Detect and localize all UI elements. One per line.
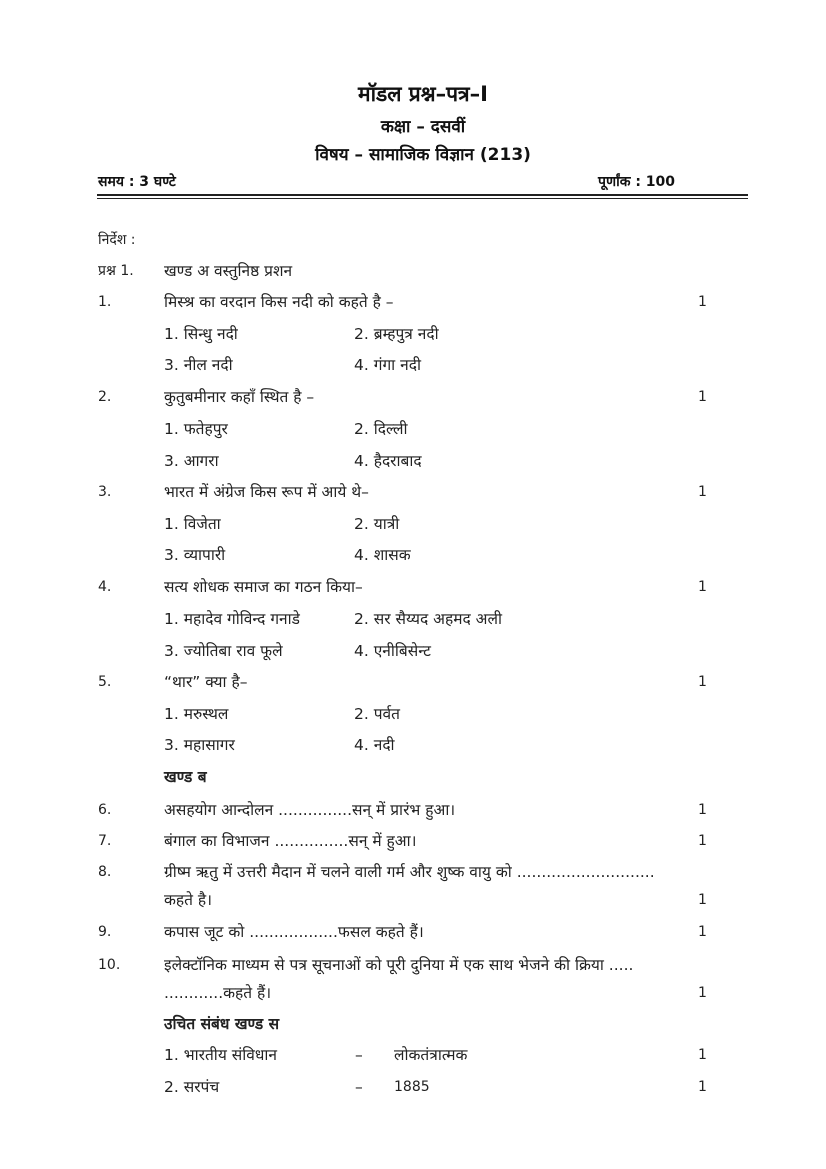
question-row [0, 288, 826, 316]
match-row [0, 1041, 826, 1069]
match-left: 2. सरपंच [164, 1078, 220, 1096]
options-row [0, 447, 826, 475]
section-a-header [0, 257, 826, 285]
match-right: 1885 [394, 1079, 430, 1095]
question-mark: 1 [698, 802, 707, 818]
question-continuation-row [0, 886, 826, 914]
option: 2. यात्री [354, 515, 400, 533]
option: 3. आगरा [164, 452, 219, 470]
match-dash: – [355, 1046, 363, 1064]
section-a-number: प्रश्न 1. [98, 263, 134, 279]
question-text: इलेक्टॉनिक माध्यम से पत्र सूचनाओं को पूरी दुनिया में एक साथ भेजने की क्रिया ..... [164, 956, 634, 974]
question-text: असहयोग आन्दोलन ...............सन् में प्रारंभ हुआ। [164, 801, 456, 819]
question-number: 1. [98, 294, 112, 310]
class-line: कक्षा – दसवीं [380, 117, 466, 137]
section-b-title: खण्ड ब [164, 768, 207, 786]
question-number: 6. [98, 802, 112, 818]
option: 2. सर सैय्यद अहमद अली [354, 610, 503, 628]
option: 1. फतेहपुर [164, 420, 228, 438]
question-number: 7. [98, 833, 112, 849]
header-rule-thick [97, 194, 748, 196]
header-rule-thin [97, 198, 748, 199]
option: 4. हैदराबाद [354, 452, 422, 470]
instructions-label: निर्देश : [98, 232, 136, 248]
option: 4. एनीबिसेन्ट [354, 642, 431, 660]
match-dash: – [355, 1078, 363, 1096]
question-text-continued: ............कहते हैं। [164, 984, 272, 1002]
options-row [0, 605, 826, 633]
option: 1. मरुस्थल [164, 705, 229, 723]
paper-title: मॉडल प्रश्न–पत्र–I [358, 82, 488, 106]
question-number: 8. [98, 864, 112, 880]
question-mark: 1 [698, 1079, 707, 1095]
question-number: 5. [98, 674, 112, 690]
question-mark: 1 [698, 579, 707, 595]
option: 1. विजेता [164, 515, 221, 533]
option: 2. पर्वत [354, 705, 400, 723]
options-row [0, 415, 826, 443]
options-row [0, 731, 826, 759]
option: 3. व्यापारी [164, 546, 226, 564]
question-row [0, 668, 826, 696]
question-row [0, 383, 826, 411]
option: 1. महादेव गोविन्द गनाडे [164, 610, 300, 628]
question-mark: 1 [698, 484, 707, 500]
section-a-title: खण्ड अ वस्तुनिष्ठ प्रशन [164, 262, 293, 280]
question-number: 10. [98, 957, 121, 973]
question-text: सत्य शोधक समाज का गठन किया– [164, 578, 363, 596]
options-row [0, 320, 826, 348]
match-right: लोकतंत्रात्मक [394, 1046, 468, 1064]
question-text-continued: कहते है। [164, 891, 213, 909]
section-c-header [0, 1010, 826, 1038]
option: 3. नील नदी [164, 356, 233, 374]
option: 3. महासागर [164, 736, 235, 754]
question-row [0, 827, 826, 855]
instructions-row [0, 226, 826, 254]
question-row [0, 951, 826, 979]
option: 1. सिन्धु नदी [164, 325, 238, 343]
question-text: “थार” क्या है– [164, 673, 248, 691]
options-row [0, 541, 826, 569]
option: 4. गंगा नदी [354, 356, 421, 374]
question-text: मिस्श्र का वरदान किस नदी को कहते है – [164, 293, 394, 311]
option: 4. नदी [354, 736, 395, 754]
section-b-header [0, 763, 826, 791]
options-row [0, 351, 826, 379]
question-row [0, 573, 826, 601]
question-number: 2. [98, 389, 112, 405]
subject-line: विषय – सामाजिक विज्ञान (213) [315, 145, 531, 165]
question-row [0, 858, 826, 886]
question-row [0, 478, 826, 506]
question-mark: 1 [698, 985, 707, 1001]
question-mark: 1 [698, 389, 707, 405]
question-number: 9. [98, 924, 112, 940]
option: 2. ब्रम्हपुत्र नदी [354, 325, 439, 343]
question-continuation-row [0, 979, 826, 1007]
question-number: 3. [98, 484, 112, 500]
max-marks: पूर्णांक : 100 [598, 174, 676, 190]
question-text: कपास जूट को ..................फसल कहते हैं। [164, 923, 424, 941]
question-number: 4. [98, 579, 112, 595]
options-row [0, 700, 826, 728]
match-row [0, 1073, 826, 1101]
question-text: ग्रीष्म ऋतु में उत्तरी मैदान में चलने वाली गर्म और शुष्क वायु को ............................ [164, 863, 655, 881]
question-mark: 1 [698, 674, 707, 690]
options-row [0, 637, 826, 665]
option: 3. ज्योतिबा राव फूले [164, 642, 283, 660]
time-allowed: समय : 3 घण्टे [98, 174, 176, 190]
options-row [0, 510, 826, 538]
option: 2. दिल्ली [354, 420, 408, 438]
question-mark: 1 [698, 924, 707, 940]
question-text: भारत में अंग्रेज किस रूप में आये थे– [164, 483, 369, 501]
question-mark: 1 [698, 1047, 707, 1063]
question-text: कुतुबमीनार कहाँ स्थित है – [164, 388, 315, 406]
question-mark: 1 [698, 892, 707, 908]
option: 4. शासक [354, 546, 411, 564]
match-left: 1. भारतीय संविधान [164, 1046, 277, 1064]
question-row [0, 918, 826, 946]
question-mark: 1 [698, 833, 707, 849]
question-mark: 1 [698, 294, 707, 310]
section-c-title: उचित संबंध खण्ड स [164, 1015, 280, 1033]
question-row [0, 796, 826, 824]
question-text: बंगाल का विभाजन ...............सन् में हुआ। [164, 832, 417, 850]
